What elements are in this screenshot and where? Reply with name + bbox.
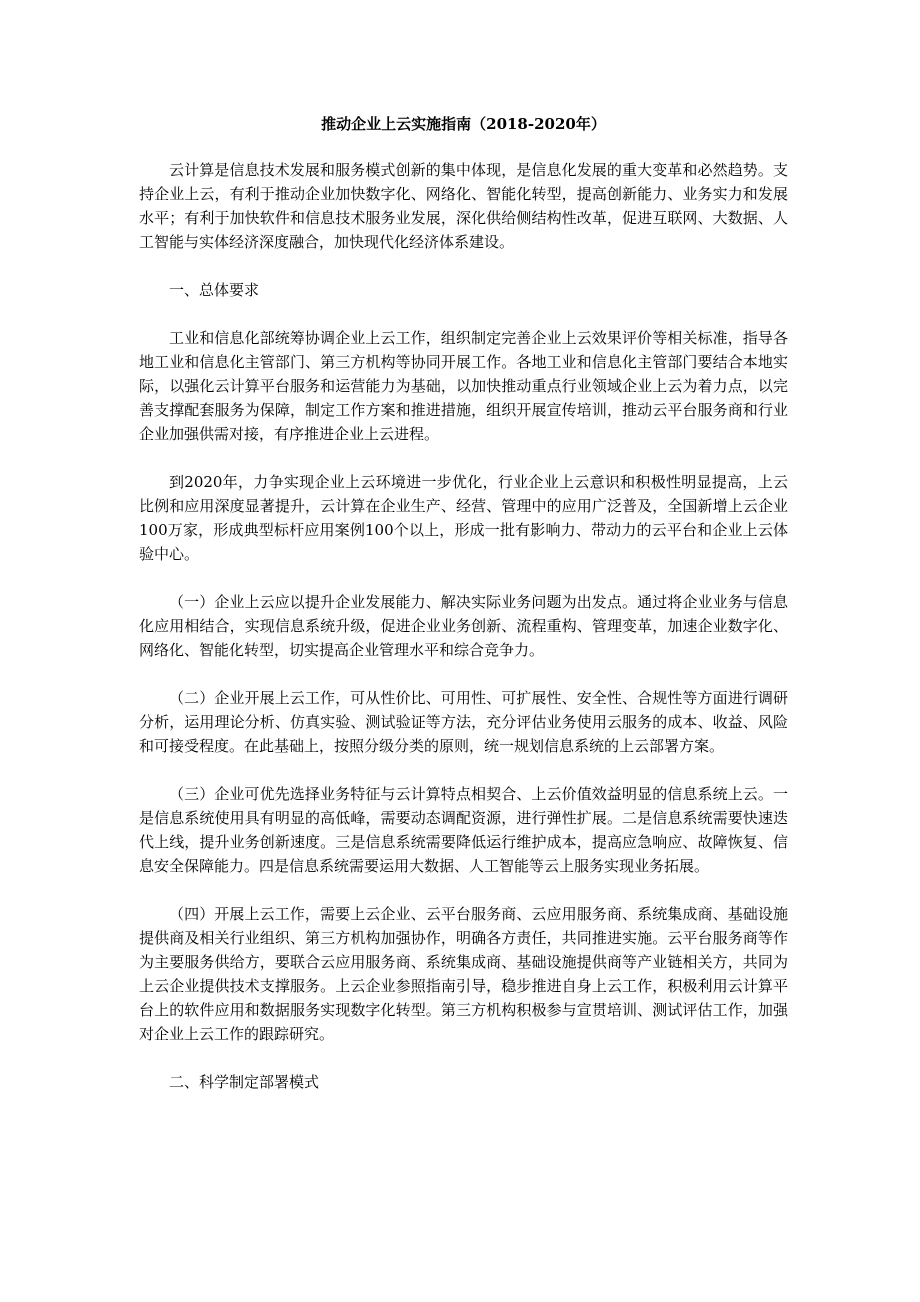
section-heading-1: 一、总体要求 <box>169 281 260 299</box>
document-page <box>139 112 788 1118</box>
section-heading-2: 二、科学制定部署模式 <box>169 1073 320 1091</box>
paragraph-item-3: （三）企业可优先选择业务特征与云计算特点相契合、上云价值效益明显的信息系统上云。一是信息系统使用具有明显的高低峰，需要动态调配资源，进行弹性扩展。二是信息系统需要快速迭代上线，提升业务创新速度。三是信息系统需要降低运行维护成本，提高应急响应、故障恢复、信息安全保障能力。四是信息系统需要运用大数据、人工智能等云上服务实现业务拓展。 <box>139 785 788 875</box>
paragraph-item-2: （二）企业开展上云工作，可从性价比、可用性、可扩展性、安全性、合规性等方面进行调研分析，运用理论分析、仿真实验、测试验证等方法，充分评估业务使用云服务的成本、收益、风险和可接受程度。在此基础上，按照分级分类的原则，统一规划信息系统的上云部署方案。 <box>139 689 788 755</box>
document-title: 推动企业上云实施指南（2018-2020年） <box>321 115 606 133</box>
paragraph-item-1: （一）企业上云应以提升企业发展能力、解决实际业务问题为出发点。通过将企业业务与信息化应用相结合，实现信息系统升级，促进企业业务创新、流程重构、管理变革，加速企业数字化、网络化、智能化转型，切实提高企业管理水平和综合竞争力。 <box>139 593 788 659</box>
intro-paragraph: 云计算是信息技术发展和服务模式创新的集中体现，是信息化发展的重大变革和必然趋势。支持企业上云，有利于推动企业加快数字化、网络化、智能化转型，提高创新能力、业务实力和发展水平；有利于加快软件和信息技术服务业发展，深化供给侧结构性改革，促进互联网、大数据、人工智能与实体经济深度融合，加快现代化经济体系建设。 <box>139 161 788 251</box>
paragraph-overall-2: 到2020年，力争实现企业上云环境进一步优化，行业企业上云意识和积极性明显提高，上云比例和应用深度显著提升，云计算在企业生产、经营、管理中的应用广泛普及，全国新增上云企业100万家，形成典型标杆应用案例100个以上，形成一批有影响力、带动力的云平台和企业上云体验中心。 <box>139 473 788 563</box>
paragraph-item-4: （四）开展上云工作，需要上云企业、云平台服务商、云应用服务商、系统集成商、基础设施提供商及相关行业组织、第三方机构加强协作，明确各方责任，共同推进实施。云平台服务商等作为主要服务供给方，要联合云应用服务商、系统集成商、基础设施提供商等产业链相关方，共同为上云企业提供技术支撑服务。上云企业参照指南引导，稳步推进自身上云工作，积极利用云计算平台上的软件应用和数据服务实现数字化转型。第三方机构积极参与宣贯培训、测试评估工作，加强对企业上云工作的跟踪研究。 <box>139 905 788 1043</box>
paragraph-overall-1: 工业和信息化部统筹协调企业上云工作，组织制定完善企业上云效果评价等相关标准，指导各地工业和信息化主管部门、第三方机构等协同开展工作。各地工业和信息化主管部门要结合本地实际，以强化云计算平台服务和运营能力为基础，以加快推动重点行业领域企业上云为着力点，以完善支撑配套服务为保障，制定工作方案和推进措施，组织开展宣传培训，推动云平台服务商和行业企业加强供需对接，有序推进企业上云进程。 <box>139 329 788 443</box>
